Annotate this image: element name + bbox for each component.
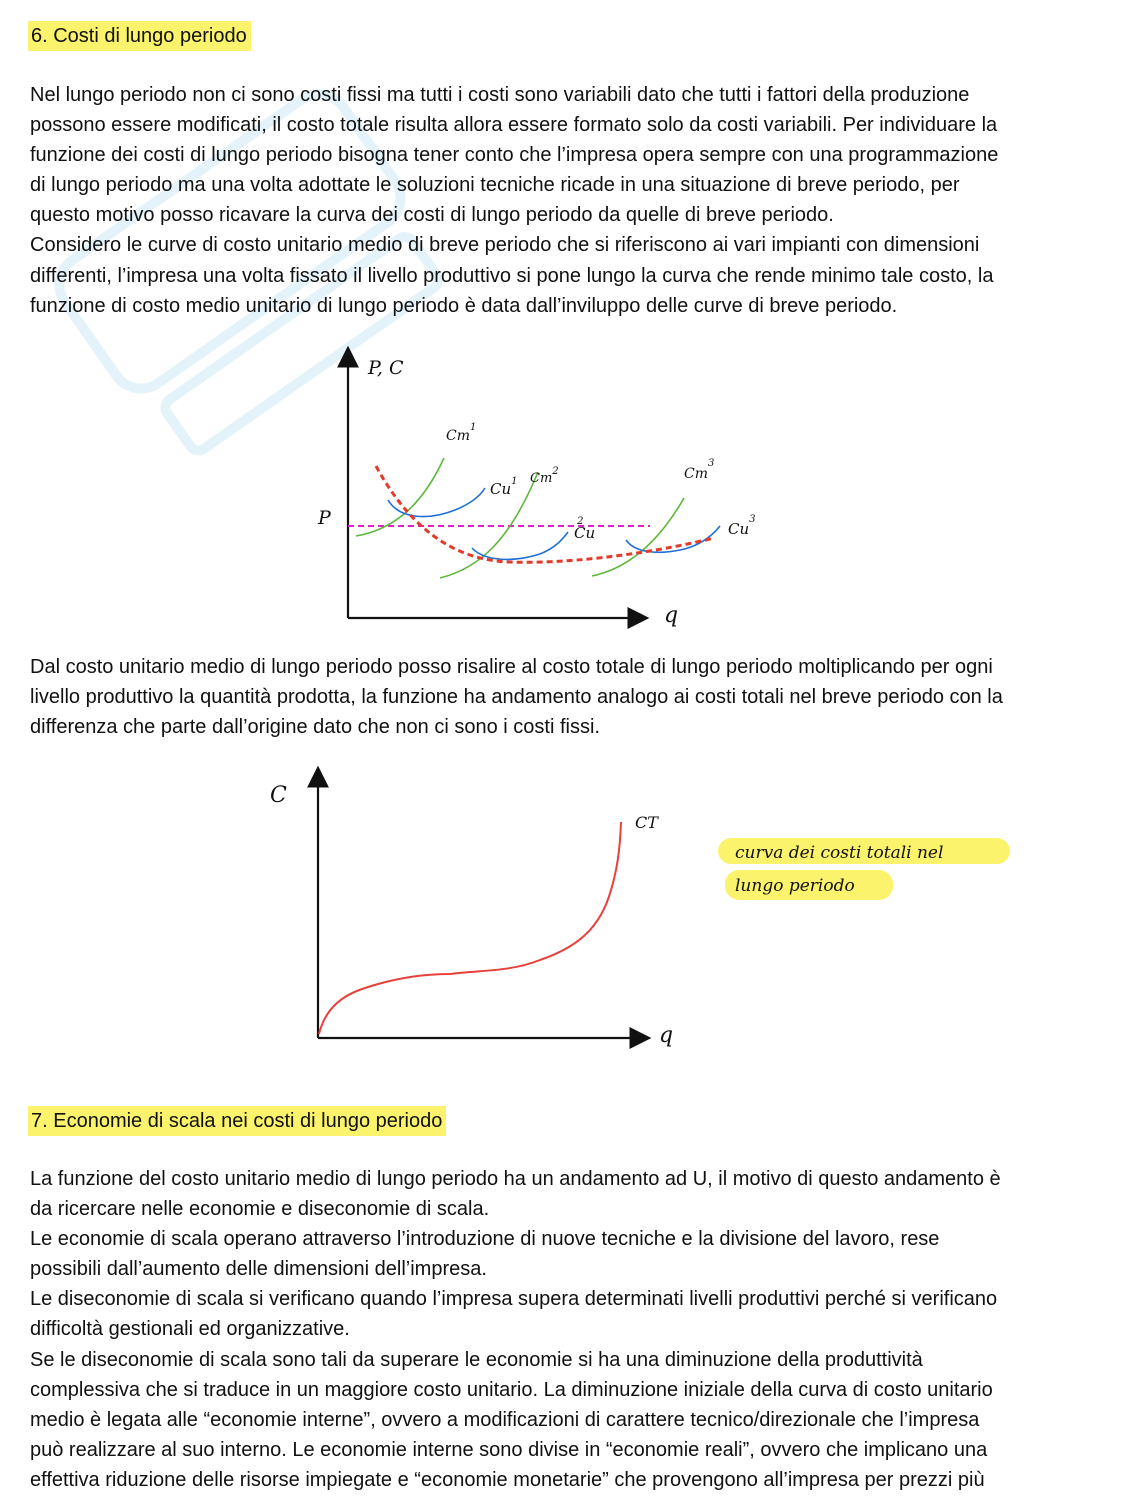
text-line: possono essere modificati, il costo totale risulta allora essere formato solo da costi variabili. Per individuare la	[30, 114, 998, 137]
note-line-1: curva dei costi totali nel	[735, 843, 944, 863]
text-line: differenti, l’impresa una volta fissato il livello produttivo si pone lungo la curva che rende minimo tale costo, la	[30, 264, 994, 287]
text-line: difficoltà gestionali ed organizzative.	[30, 1318, 350, 1341]
text-line: questo motivo posso ricavare la curva dei costi di lungo periodo da quelle di breve periodo.	[30, 204, 834, 227]
y-axis-label: C	[270, 783, 287, 808]
marginal-cost-curve-1	[356, 458, 444, 536]
paragraph-6-1	[30, 80, 1120, 321]
text-line: livello produttivo la quantità prodotta, la funzione ha andamento analogo ai costi totali nel breve periodo con la	[30, 686, 1003, 709]
text-line: Le diseconomie di scala si verificano quando l’impresa supera determinati livelli produttivi perché si verificano	[30, 1288, 998, 1311]
label-cm1: Cm$^1$	[446, 422, 477, 444]
price-label: P	[318, 507, 331, 529]
text-line: funzione dei costi di lungo periodo bisogna tener conto che l’impresa opera sempre con una programmazione	[30, 144, 999, 167]
short-run-average-cost-2	[472, 532, 568, 559]
figure-long-run-total-cost	[255, 760, 1035, 1060]
text-line: Le economie di scala operano attraverso l’introduzione di nuove tecniche e la divisione del lavoro, rese	[30, 1228, 940, 1251]
text-line: funzione di costo medio unitario di lungo periodo è data dall’inviluppo delle curve di breve periodo.	[30, 294, 898, 317]
label-cu2: Cu2	[574, 516, 596, 542]
text-line: medio è legata alle “economie interne”, ovvero a modificazioni di carattere tecnico/direzionale che l’impresa	[30, 1408, 980, 1431]
text-line: complessiva che si traduce in un maggiore costo unitario. La diminuzione iniziale della curva di costo unitario	[30, 1378, 993, 1401]
text-line: di lungo periodo ma una volta adottate le soluzioni tecniche ricade in una situazione di breve periodo, per	[30, 174, 960, 197]
short-run-average-cost-1	[388, 488, 485, 517]
figure-long-run-average-cost	[300, 340, 800, 640]
section-heading-6: 6. Costi di lungo periodo	[28, 21, 251, 51]
text-line: effettiva riduzione delle risorse impiegate e “economie monetarie” che provengono all’impresa per prezzi più	[30, 1468, 985, 1491]
marginal-cost-curve-3	[592, 498, 684, 576]
section-heading-7: 7. Economie di scala nei costi di lungo periodo	[28, 1106, 446, 1136]
note-line-2: lungo periodo	[735, 876, 855, 896]
paragraph-6-2	[30, 652, 1120, 742]
text-line: può realizzare al suo interno. Le economie interne sono divise in “economie reali”, ovvero che implicano una	[30, 1438, 988, 1461]
y-axis-label: P, C	[368, 357, 404, 379]
label-cm3: Cm$^3$	[684, 458, 715, 482]
total-cost-curve	[319, 822, 621, 1034]
text-line: La funzione del costo unitario medio di lungo periodo ha un andamento ad U, il motivo di questo andamento è	[30, 1168, 1001, 1190]
label-cu1-cm2: Cu$^1$	[490, 476, 518, 498]
label-cm2: Cm$^2$	[530, 466, 559, 486]
text-line: da ricercare nelle economie e diseconomie di scala.	[30, 1198, 490, 1221]
label-cu3: Cu$^3$	[728, 514, 756, 538]
text-line: differenza che parte dall’origine dato che non ci sono i costi fissi.	[30, 716, 600, 739]
text-line: Nel lungo periodo non ci sono costi fissi ma tutti i costi sono variabili dato che tutti i fattori della produzione	[30, 84, 970, 106]
curve-label-ct: CT	[635, 813, 658, 832]
text-line: Se le diseconomie di scala sono tali da superare le economie si ha una diminuzione della produttività	[30, 1348, 923, 1371]
paragraph-7-1	[30, 1164, 1120, 1495]
x-axis-label: q	[659, 1023, 674, 1048]
x-axis-label: q	[664, 603, 679, 628]
text-line: possibili dall’aumento delle dimensioni dell’impresa.	[30, 1258, 487, 1281]
text-line: Dal costo unitario medio di lungo periodo posso risalire al costo totale di lungo periodo moltiplicando per ogni	[30, 656, 993, 678]
text-line: Considero le curve di costo unitario medio di breve periodo che si riferiscono ai vari impianti con dimensioni	[30, 234, 980, 257]
